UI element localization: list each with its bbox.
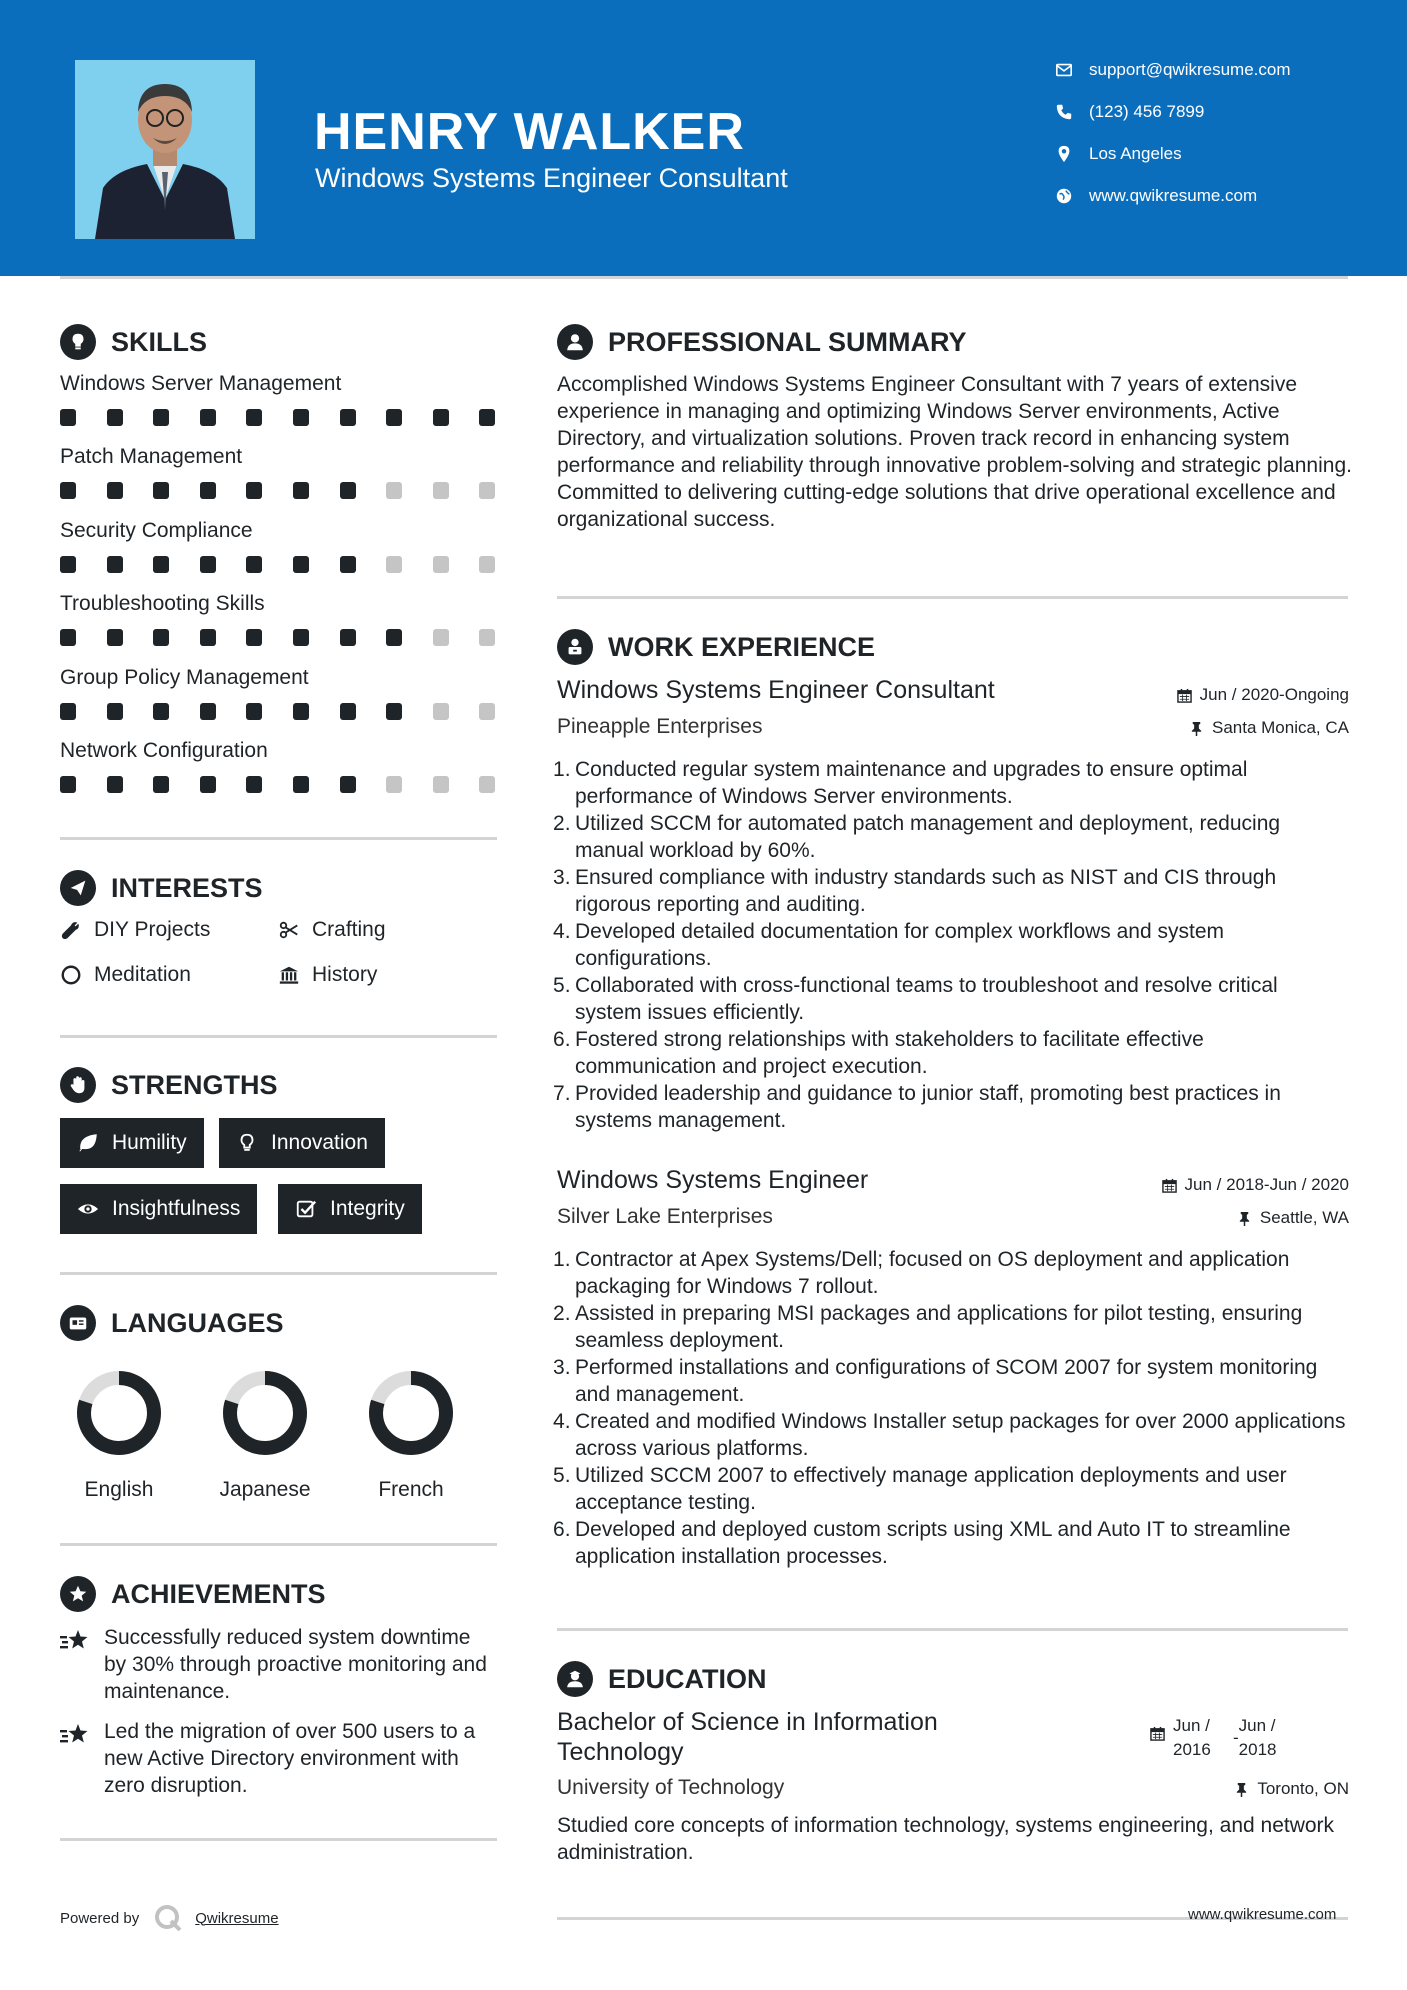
star-badge-icon <box>60 1576 96 1612</box>
job-location: Santa Monica, CA <box>1189 718 1349 738</box>
strength-chip: Insightfulness <box>60 1184 257 1234</box>
skill-name: Security Compliance <box>60 518 253 542</box>
education-dates <box>1150 1714 1289 1762</box>
rating-dot-empty <box>479 703 495 720</box>
responsibility-item: Collaborated with cross-functional teams to troubleshoot and resolve critical system issues efficiently. <box>575 974 1278 1024</box>
responsibility-item: Contractor at Apex Systems/Dell; focused on OS deployment and application packaging for Windows 7 rollout. <box>575 1248 1290 1298</box>
user-icon <box>557 324 593 360</box>
rating-dot-filled <box>153 776 169 793</box>
education-description: Studied core concepts of information technology, systems engineering, and network administration. <box>557 1814 1335 1864</box>
skill-name: Patch Management <box>60 445 243 469</box>
rating-dot-empty <box>386 556 402 573</box>
contact-location <box>1055 144 1182 164</box>
rating-dot-filled <box>479 409 495 426</box>
phone-text: (123) 456 7899 <box>1089 102 1205 121</box>
strength-chip: Integrity <box>278 1184 422 1234</box>
rating-dot-filled <box>200 776 216 793</box>
rating-dot-filled <box>60 703 76 720</box>
rating-dot-empty <box>479 776 495 793</box>
checkbox-icon <box>295 1198 317 1220</box>
rating-dot-filled <box>293 703 309 720</box>
language-level-ring <box>220 1368 310 1458</box>
rating-dot-filled <box>200 409 216 426</box>
languages-heading: LANGUAGES <box>60 1305 284 1341</box>
job-dates: Jun / 2018-Jun / 2020 <box>1162 1175 1349 1195</box>
rating-dot-filled <box>293 556 309 573</box>
rating-dot-filled <box>107 409 123 426</box>
rating-dot-filled <box>200 629 216 646</box>
hand-icon <box>60 1067 96 1103</box>
job-location: Seattle, WA <box>1237 1208 1349 1228</box>
rating-dot-filled <box>107 556 123 573</box>
rating-dot-filled <box>293 409 309 426</box>
skill-name: Network Configuration <box>60 739 268 762</box>
language-name: Japanese <box>219 1478 311 1501</box>
rating-dot-filled <box>246 629 262 646</box>
rating-dot-filled <box>386 703 402 720</box>
job-dates: Jun / 2020-Ongoing <box>1177 685 1349 705</box>
summary-heading: PROFESSIONAL SUMMARY <box>557 324 967 360</box>
phone-icon <box>1055 103 1073 121</box>
company-name: Silver Lake Enterprises <box>557 1205 773 1228</box>
strength-chip: Humility <box>60 1118 204 1168</box>
rating-dot-filled <box>246 703 262 720</box>
responsibility-item: Created and modified Windows Installer setup packages for over 2000 applications across various platforms. <box>575 1410 1346 1460</box>
qwikresume-logo-icon <box>153 1903 183 1933</box>
location-text: Los Angeles <box>1089 144 1182 163</box>
lightbulb-icon <box>60 324 96 360</box>
rating-dot-filled <box>200 703 216 720</box>
section-divider <box>60 1543 497 1546</box>
calendar-icon <box>1150 1726 1165 1741</box>
strength-chip: Innovation <box>219 1118 385 1168</box>
powered-by: Powered by Qwikresume <box>60 1903 279 1933</box>
header-banner <box>0 0 1407 276</box>
footer-website[interactable]: www.qwikresume.com <box>1188 1906 1337 1923</box>
rating-dot-filled <box>200 556 216 573</box>
scissors-icon <box>278 919 300 941</box>
rating-dot-filled <box>246 409 262 426</box>
rating-dot-filled <box>60 482 76 499</box>
responsibility-item: Developed detailed documentation for complex workflows and system configurations. <box>575 920 1225 970</box>
skill-name: Windows Server Management <box>60 372 342 395</box>
email-text: support@qwikresume.com <box>1089 60 1291 79</box>
contact-website[interactable] <box>1055 186 1257 206</box>
rating-dot-filled <box>107 703 123 720</box>
rating-dot-empty <box>479 556 495 573</box>
website-text: www.qwikresume.com <box>1089 186 1258 205</box>
skill-rating <box>60 703 526 720</box>
interest-item: DIY Projects <box>60 918 210 942</box>
job-title: Windows Systems Engineer Consultant <box>557 676 995 704</box>
rating-dot-filled <box>107 776 123 793</box>
rating-dot-filled <box>246 556 262 573</box>
leaf-icon <box>77 1132 99 1154</box>
rating-dot-empty <box>433 629 449 646</box>
skills-heading: SKILLS <box>60 324 207 360</box>
rating-dot-filled <box>153 482 169 499</box>
star-list-icon <box>60 1721 92 1749</box>
rating-dot-filled <box>433 409 449 426</box>
skill-rating <box>60 629 526 646</box>
skill-rating <box>60 776 526 793</box>
rating-dot-filled <box>293 482 309 499</box>
rating-dot-empty <box>433 776 449 793</box>
responsibility-item: Fostered strong relationships with stakeholders to facilitate effective communication and project execution. <box>575 1028 1204 1078</box>
responsibility-item: Utilized SCCM 2007 to effectively manage application deployments and user acceptance testing. <box>575 1464 1287 1514</box>
rating-dot-empty <box>433 556 449 573</box>
rating-dot-filled <box>60 776 76 793</box>
rating-dot-filled <box>60 629 76 646</box>
education-start: Jun / 2016 <box>1173 1716 1211 1759</box>
interest-item: History <box>278 963 377 987</box>
rating-dot-filled <box>153 409 169 426</box>
rating-dot-filled <box>340 482 356 499</box>
language-item <box>205 1368 325 1502</box>
id-card-icon <box>60 1305 96 1341</box>
rating-dot-filled <box>200 482 216 499</box>
education-heading: EDUCATION <box>557 1661 767 1697</box>
company-name: Pineapple Enterprises <box>557 715 763 738</box>
paper-plane-icon <box>60 870 96 906</box>
star-list-icon <box>60 1627 92 1655</box>
candidate-name: HENRY WALKER <box>314 103 745 161</box>
rating-dot-filled <box>340 776 356 793</box>
language-item <box>59 1368 179 1502</box>
rating-dot-filled <box>246 776 262 793</box>
section-divider <box>60 1838 497 1841</box>
education-location: Toronto, ON <box>1234 1779 1349 1799</box>
rating-dot-empty <box>433 703 449 720</box>
rating-dot-filled <box>386 409 402 426</box>
globe-icon <box>1055 187 1073 205</box>
interest-item: Meditation <box>60 963 191 987</box>
skill-rating <box>60 409 526 426</box>
skill-name: Troubleshooting Skills <box>60 592 265 616</box>
language-item <box>351 1368 471 1502</box>
contact-phone <box>1055 102 1204 122</box>
rating-dot-filled <box>153 703 169 720</box>
contact-email[interactable] <box>1055 60 1291 80</box>
section-divider <box>60 837 497 840</box>
responsibility-item: Conducted regular system maintenance and upgrades to ensure optimal performance of Windows Server environments. <box>575 758 1248 808</box>
section-divider <box>60 1272 497 1275</box>
rating-dot-filled <box>293 776 309 793</box>
calendar-icon <box>1162 1178 1177 1193</box>
summary-text: Accomplished Windows Systems Engineer Consultant with 7 years of extensive experience in managing and optimizing Windows Server environments, Active Directory, and virtualization solutions. Proven track record in enhancing system performance and reliability through innovative problem-solving and strategic planning. Committed to delivering cutting-edge solutions that drive operational excellence and organizational success. <box>557 373 1352 531</box>
section-divider <box>557 596 1348 599</box>
rating-dot-filled <box>340 703 356 720</box>
skill-rating <box>60 482 526 499</box>
profile-photo <box>75 60 255 239</box>
skill-rating <box>60 556 526 573</box>
interests-heading: INTERESTS <box>60 870 263 906</box>
job-title: Windows Systems Engineer <box>557 1166 869 1194</box>
qwikresume-link[interactable]: Qwikresume <box>195 1909 279 1927</box>
eye-icon <box>77 1198 99 1220</box>
rating-dot-filled <box>340 556 356 573</box>
education-end: Jun / 2018 <box>1238 1716 1277 1759</box>
responsibility-item: Provided leadership and guidance to junior staff, promoting best practices in systems management. <box>575 1082 1281 1132</box>
language-name: English <box>84 1478 154 1501</box>
rating-dot-empty <box>386 776 402 793</box>
responsibility-item: Performed installations and configurations of SCOM 2007 for system monitoring and management. <box>575 1356 1318 1406</box>
language-name: French <box>378 1478 444 1501</box>
rating-dot-filled <box>107 629 123 646</box>
rating-dot-filled <box>246 482 262 499</box>
rating-dot-filled <box>386 629 402 646</box>
rating-dot-empty <box>479 629 495 646</box>
circle-icon <box>60 964 82 986</box>
calendar-icon <box>1177 688 1192 703</box>
strengths-heading: STRENGTHS <box>60 1067 278 1103</box>
rating-dot-filled <box>153 556 169 573</box>
achievement-item: Successfully reduced system downtime by 30% through proactive monitoring and maintenance. <box>104 1626 487 1703</box>
lightbulb-icon <box>236 1132 258 1154</box>
skill-name: Group Policy Management <box>60 665 309 689</box>
rating-dot-filled <box>340 629 356 646</box>
responsibility-item: Assisted in preparing MSI packages and applications for pilot testing, ensuring seamless deployment. <box>575 1302 1303 1352</box>
achievements-heading: ACHIEVEMENTS <box>60 1576 326 1612</box>
section-divider <box>60 1035 497 1038</box>
header-divider <box>60 276 1348 279</box>
responsibility-item: Ensured compliance with industry standards such as NIST and CIS through rigorous reporting and auditing. <box>575 866 1277 916</box>
language-level-ring <box>74 1368 164 1458</box>
pushpin-icon <box>1234 1782 1249 1797</box>
responsibility-item: Developed and deployed custom scripts using XML and Auto IT to streamline application installation processes. <box>575 1518 1291 1568</box>
experience-heading: WORK EXPERIENCE <box>557 629 875 665</box>
rating-dot-filled <box>107 482 123 499</box>
date-separator: - <box>1233 1728 1239 1747</box>
interest-item: Crafting <box>278 918 386 942</box>
job-responsibilities <box>557 756 1347 1134</box>
job-responsibilities <box>557 1246 1347 1570</box>
achievement-item: Led the migration of over 500 users to a new Active Directory environment with zero disruption. <box>104 1720 476 1797</box>
candidate-title: Windows Systems Engineer Consultant <box>315 163 788 193</box>
map-pin-icon <box>1055 145 1073 163</box>
rating-dot-filled <box>293 629 309 646</box>
school-name: University of Technology <box>557 1776 785 1799</box>
rating-dot-empty <box>433 482 449 499</box>
rating-dot-filled <box>60 556 76 573</box>
section-divider <box>557 1628 1348 1631</box>
wrench-icon <box>60 919 82 941</box>
graduate-icon <box>557 1661 593 1697</box>
pushpin-icon <box>1189 721 1204 736</box>
pushpin-icon <box>1237 1211 1252 1226</box>
envelope-icon <box>1055 61 1073 79</box>
rating-dot-filled <box>340 409 356 426</box>
bank-icon <box>278 964 300 986</box>
rating-dot-empty <box>479 482 495 499</box>
briefcase-user-icon <box>557 629 593 665</box>
responsibility-item: Utilized SCCM for automated patch management and deployment, reducing manual workload by 60%. <box>575 812 1281 862</box>
rating-dot-filled <box>60 409 76 426</box>
degree-title: Bachelor of Science in Information Technology <box>557 1708 938 1766</box>
rating-dot-filled <box>153 629 169 646</box>
rating-dot-empty <box>386 482 402 499</box>
language-level-ring <box>366 1368 456 1458</box>
